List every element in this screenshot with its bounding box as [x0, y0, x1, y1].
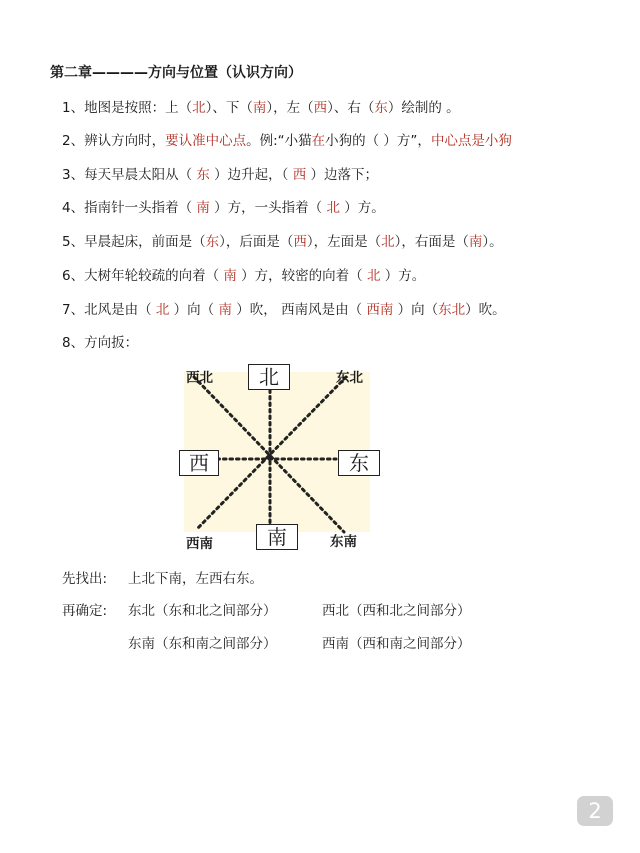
- question-1: [62, 96, 460, 116]
- answer: 南: [252, 100, 267, 116]
- question-text: ）向（: [169, 302, 219, 318]
- north-label: 北: [248, 364, 290, 390]
- southeast-label: 东南: [330, 534, 357, 550]
- question-text: ）。: [482, 234, 503, 250]
- summary-first-key: 先找出:: [62, 571, 108, 587]
- summary-second-key: 再确定:: [62, 603, 108, 619]
- answer: 东北: [438, 302, 466, 318]
- question-8: [62, 331, 138, 351]
- question-text: 每天早晨太阳从（: [84, 167, 197, 183]
- question-text: 地图是按照：上（: [84, 100, 193, 116]
- question-text: 辨认方向时，: [84, 133, 166, 149]
- compass-diagram: [174, 362, 384, 552]
- question-text: ）方。: [380, 268, 426, 284]
- southwest-label: 西南: [186, 536, 213, 552]
- question-text: 早晨起床，前面是（: [84, 234, 206, 250]
- question-text: ）方，一头指着（: [209, 200, 327, 216]
- answer: 南: [468, 234, 483, 250]
- page-number-badge: 2: [577, 796, 613, 826]
- answer: 南: [196, 200, 210, 216]
- answer: 北: [381, 234, 395, 250]
- summary-northwest: 西北（西和北之间部分）: [322, 603, 471, 619]
- question-text: 小狗的（ ）方”，: [325, 133, 431, 149]
- answer: 北: [366, 268, 381, 284]
- answer: 北: [192, 100, 206, 116]
- answer: 东: [205, 234, 220, 250]
- question-text: ）吹， 西南风是由（: [231, 302, 367, 318]
- question-number: 3、: [62, 167, 85, 183]
- east-label: 东: [338, 450, 380, 476]
- answer: 北: [326, 200, 340, 216]
- summary-first-text: 上北下南，左西右东。: [128, 571, 263, 587]
- answer: 东: [374, 100, 388, 116]
- summary-southeast: 东南（东和南之间部分）: [128, 636, 277, 652]
- highlight-text: 中心点是小狗: [430, 133, 512, 149]
- answer: 西: [293, 234, 307, 250]
- answer: 北: [155, 302, 170, 318]
- question-number: 4、: [62, 200, 85, 216]
- answer: 西: [313, 100, 328, 116]
- question-text: 大树年轮较疏的向着（: [84, 268, 224, 284]
- question-text: ），右面是（: [394, 234, 469, 250]
- chapter-title: 第二章————方向与位置（认识方向）: [50, 65, 302, 81]
- question-text: ）向（: [393, 302, 439, 318]
- question-number: 1、: [62, 100, 85, 116]
- west-label: 西: [179, 450, 219, 476]
- question-2: [62, 129, 512, 149]
- answer: 西南: [366, 302, 394, 318]
- northeast-label: 东北: [336, 370, 363, 386]
- northwest-label: 西北: [186, 370, 213, 386]
- question-4: [62, 196, 385, 216]
- question-text: ），左面是（: [306, 234, 382, 250]
- question-6: [62, 264, 425, 284]
- question-text: ）、下（: [205, 100, 253, 116]
- highlight-text: 要认准中心点: [165, 133, 247, 149]
- question-text: ）边升起，（: [209, 167, 293, 183]
- question-3: [62, 163, 378, 183]
- question-number: 2、: [62, 133, 85, 149]
- answer: 南: [223, 268, 237, 284]
- question-text: ）绘制的 。: [387, 100, 460, 116]
- question-text: 。例:“小猫: [246, 133, 312, 149]
- question-text: ）方，较密的向着（: [236, 268, 367, 284]
- question-number: 8、: [62, 335, 85, 351]
- question-text: ）边落下；: [306, 167, 379, 183]
- question-number: 5、: [62, 234, 85, 250]
- question-number: 7、: [62, 302, 85, 318]
- highlight-text: 在: [311, 133, 326, 149]
- question-text: 北风是由（: [84, 302, 156, 318]
- question-text: ）吹。: [465, 302, 506, 318]
- summary-southwest: 西南（西和南之间部分）: [322, 636, 471, 652]
- question-text: 指南针一头指着（: [84, 200, 197, 216]
- question-number: 6、: [62, 268, 85, 284]
- question-5: [62, 230, 503, 250]
- answer: 南: [218, 302, 232, 318]
- question-text: ），后面是（: [219, 234, 294, 250]
- question-text: ）、右（: [327, 100, 375, 116]
- answer: 西: [292, 167, 307, 183]
- answer: 东: [196, 167, 210, 183]
- question-7: [62, 298, 506, 318]
- summary-northeast: 东北（东和北之间部分）: [128, 603, 277, 619]
- question-text: ），左（: [266, 100, 314, 116]
- question-text: ）方。: [339, 200, 385, 216]
- question-text: 方向扳：: [84, 335, 139, 351]
- south-label: 南: [256, 524, 298, 550]
